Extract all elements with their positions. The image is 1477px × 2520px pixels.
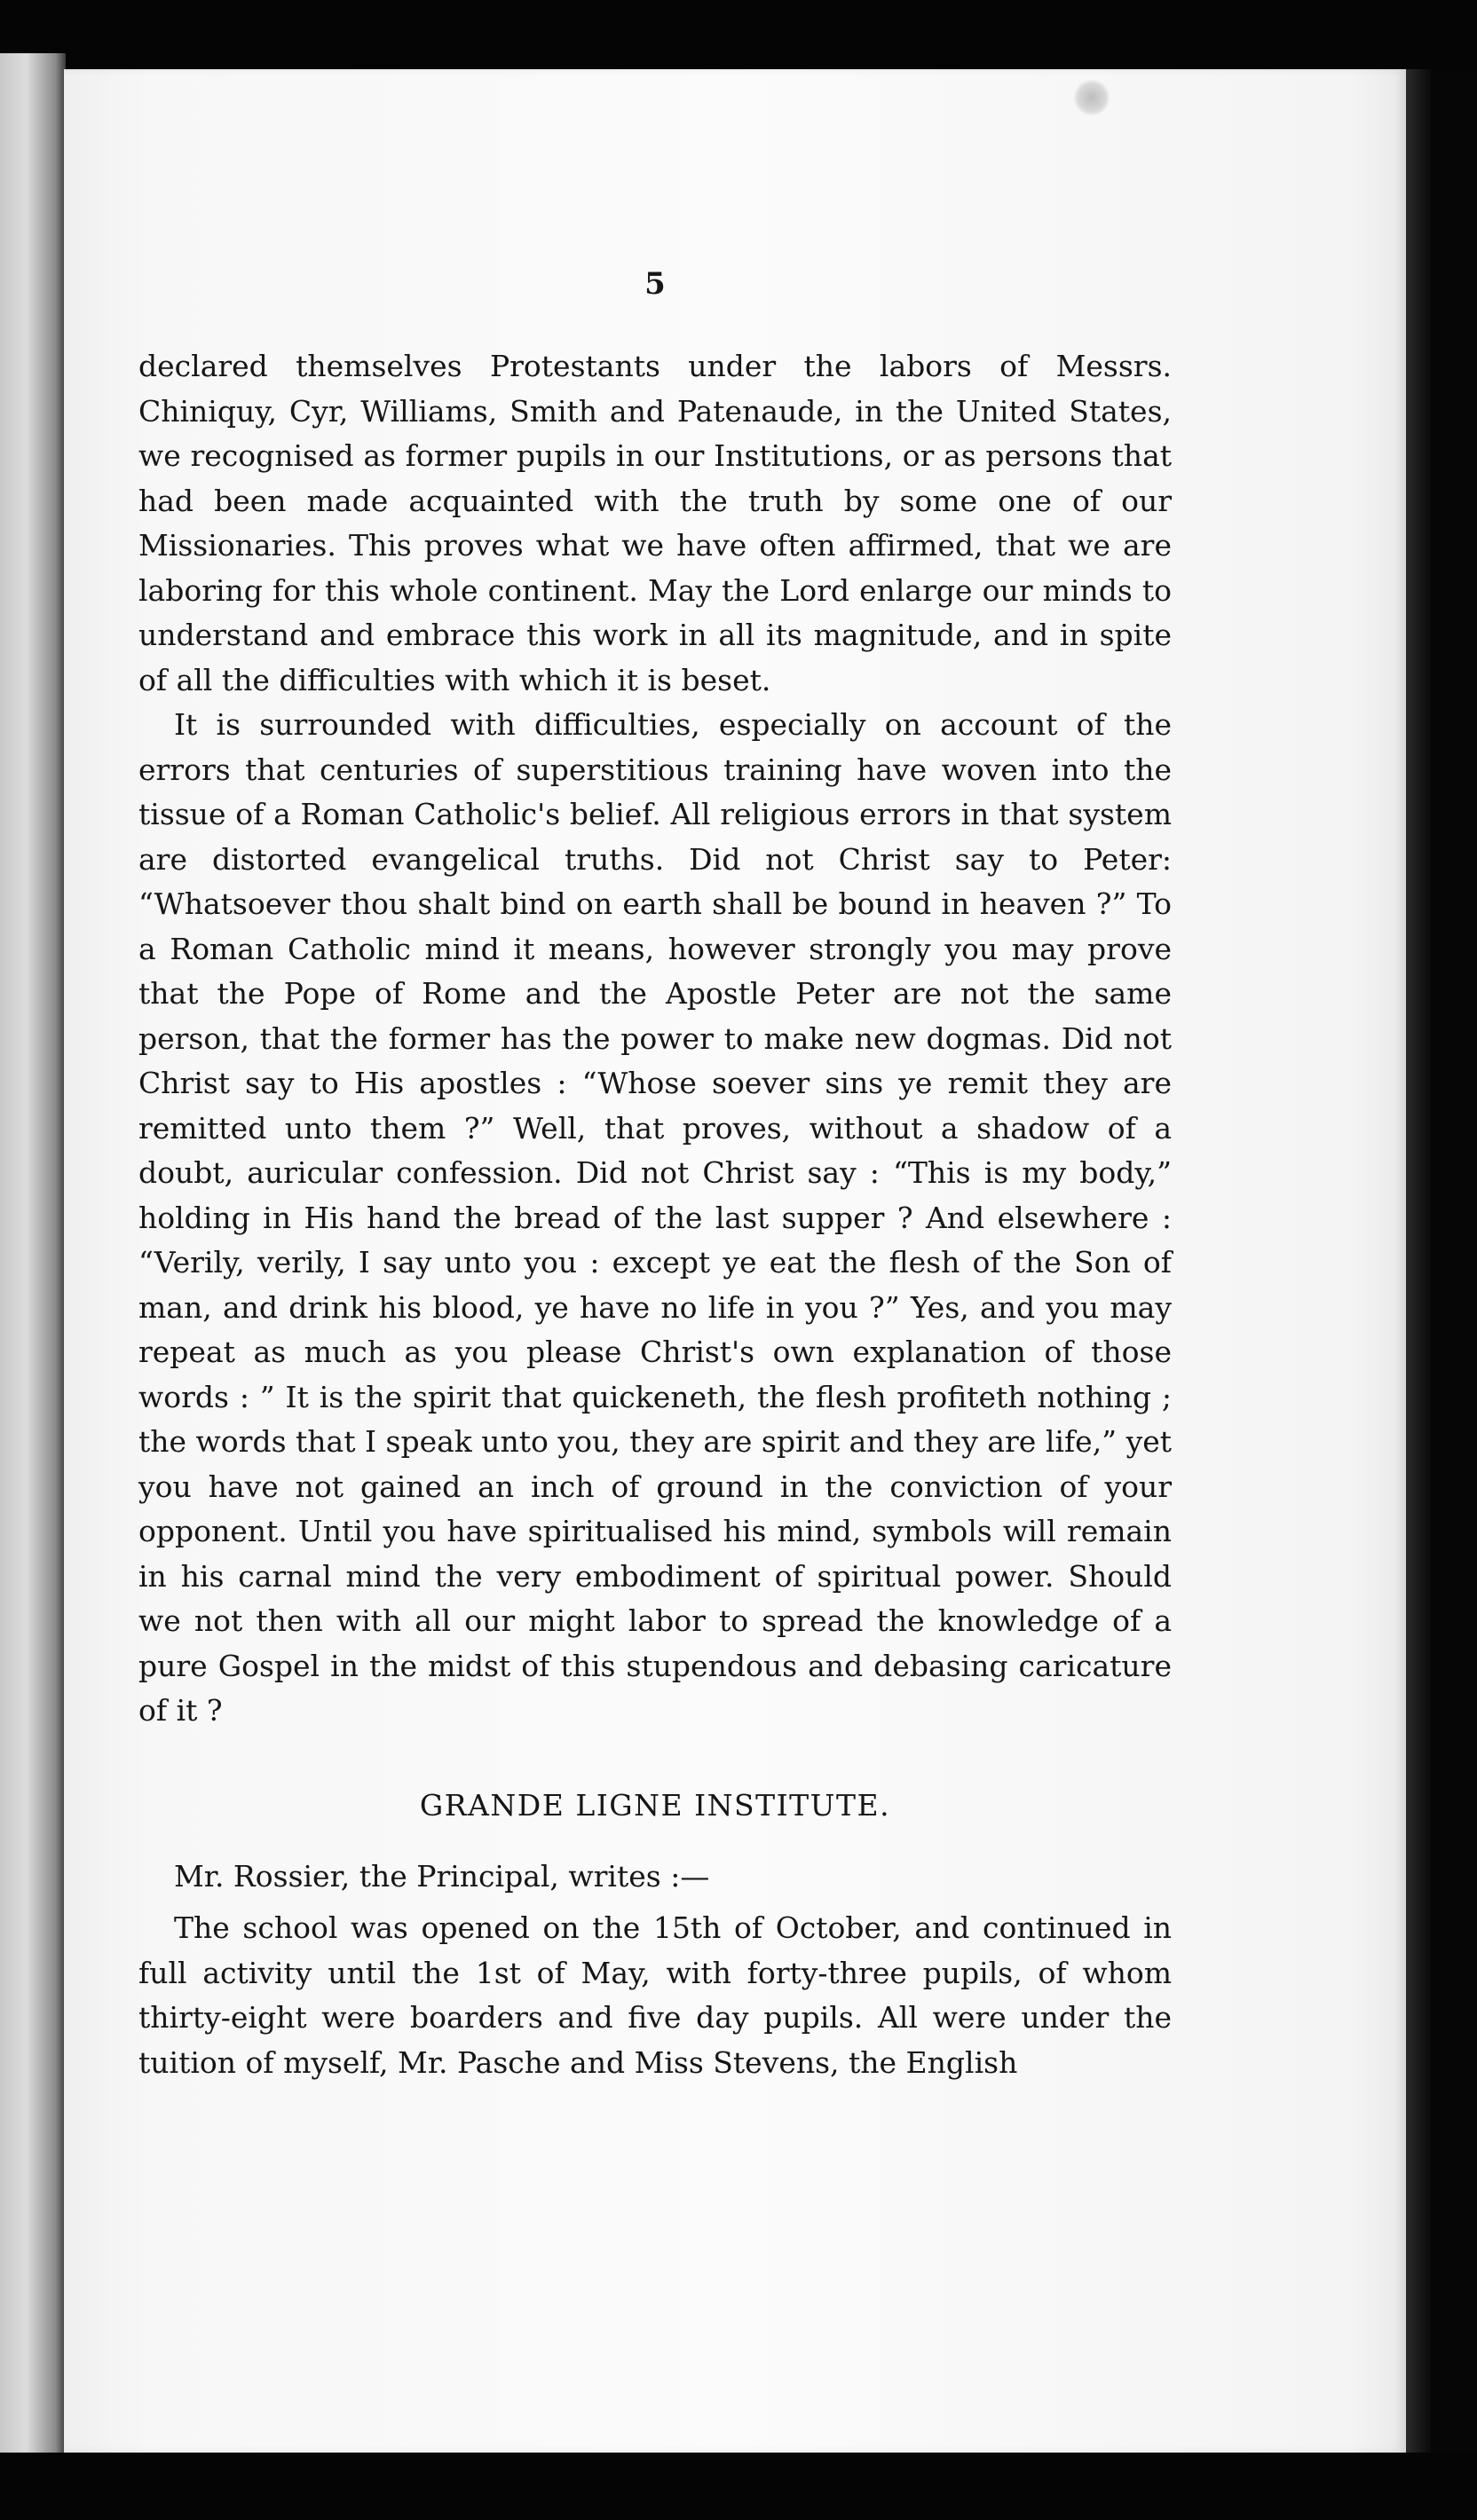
page-number: 5 bbox=[644, 266, 666, 302]
scan-background-bottom bbox=[0, 2453, 1477, 2520]
body-paragraph: The school was opened on the 15th of October, and continued in full activity until the 1st of May, with forty-three pupils, of whom thirty-eight were boarders and five day pupils. All were under the tuition of myself, Mr. Pasche and Miss Stevens, the English bbox=[138, 1910, 1172, 2080]
page-gutter-fold bbox=[0, 53, 66, 2467]
scan-background-top bbox=[0, 0, 1477, 71]
body-paragraph: It is surrounded with difficulties, especially on account of the errors that centuries of superstitious training have woven into the tissue of a Roman Catholic's belief. All religious errors in that system are distorted evangelical truths. Did not Christ say to Peter: “Whatsoever thou shalt bind on earth shall be bound in heaven ?” To a Roman Catholic mind it means, however strongly you may prove that the Pope of Rome and the Apostle Peter are not the same person, that the former has the power to make new dogmas. Did not Christ say to His apostles : “Whose soever sins ye remit they are remitted unto them ?” Well, that proves, without a shadow of a doubt, auricular confession. Did not Christ say : “This is my body,” holding in His hand the bread of the last supper ? And elsewhere : “Verily, verily, I say unto you : except ye eat the flesh of the Son of man, and drink his blood, ye have no life in you ?” Yes, and you may repeat as much as you please Christ's own explanation of those words : ” It is the spirit that quickeneth, the flesh profiteth nothing ; the words that I speak unto you, they are spirit and they are life,” yet you have not gained an inch of ground in the conviction of your opponent. Until you have spiritualised his mind, symbols will remain in his carnal mind the very embodiment of spiritual power. Should we not then with all our might labor to spread the knowledge of a pure Gospel in the midst of this stupendous and debasing caricature of it ? bbox=[138, 707, 1172, 1728]
page-edge-right bbox=[1406, 69, 1431, 2453]
section-heading: GRANDE LIGNE INSTITUTE. bbox=[419, 1787, 891, 1823]
body-paragraph: Mr. Rossier, the Principal, writes :— bbox=[174, 1858, 710, 1894]
page-text-block bbox=[138, 266, 1172, 2085]
paper-stain bbox=[1074, 80, 1110, 115]
body-paragraph: declared themselves Protestants under the labors of Messrs. Chiniquy, Cyr, Williams, Smith and Patenaude, in the United States, we recognised as former pupils in our Institutions, or as persons that had been made acquainted with the truth by some one of our Missionaries. This proves what we have often affirmed, that we are laboring for this whole continent. May the Lord enlarge our minds to understand and embrace this work in all its magnitude, and in spite of all the difficulties with which it is beset. bbox=[138, 349, 1172, 697]
